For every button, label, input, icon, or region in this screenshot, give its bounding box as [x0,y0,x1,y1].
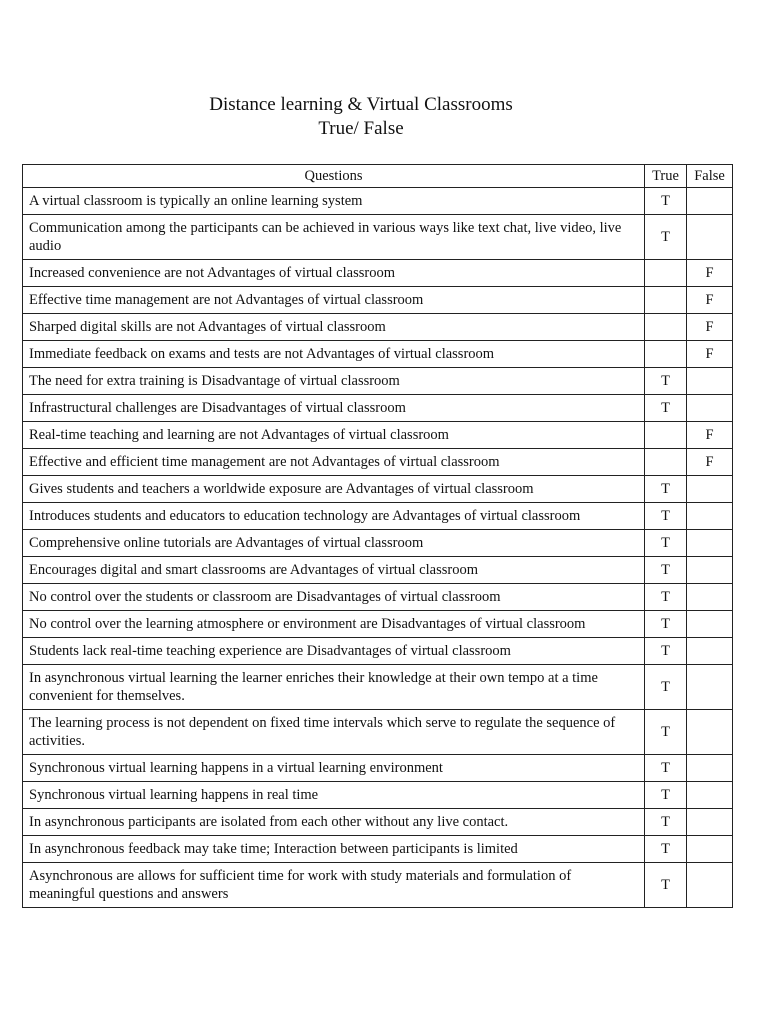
false-cell: F [687,314,733,341]
question-cell: Encourages digital and smart classrooms are Advantages of virtual classroom [23,557,645,584]
question-cell: Comprehensive online tutorials are Advantages of virtual classroom [23,530,645,557]
question-cell: Increased convenience are not Advantages of virtual classroom [23,260,645,287]
false-cell: F [687,341,733,368]
table-row [23,503,733,530]
table-row [23,863,733,908]
question-cell: In asynchronous feedback may take time; Interaction between participants is limited [23,836,645,863]
table-row [23,449,733,476]
question-cell: No control over the students or classroom are Disadvantages of virtual classroom [23,584,645,611]
false-cell: F [687,422,733,449]
table-row [23,395,733,422]
false-cell [687,368,733,395]
question-cell: Effective and efficient time management are not Advantages of virtual classroom [23,449,645,476]
document-subtitle: True/ False [318,118,404,139]
table-row [23,188,733,215]
false-cell [687,395,733,422]
false-cell [687,665,733,710]
true-cell: T [645,782,687,809]
true-cell: T [645,638,687,665]
true-cell: T [645,836,687,863]
question-cell: Introduces students and educators to education technology are Advantages of virtual classroom [23,503,645,530]
table-row [23,809,733,836]
true-cell [645,260,687,287]
table-row [23,422,733,449]
table-row [23,530,733,557]
question-cell: Asynchronous are allows for sufficient time for work with study materials and formulation of meaningful questions and answers [23,863,645,908]
true-cell: T [645,368,687,395]
document-title: Distance learning & Virtual Classrooms [209,94,513,115]
table-row [23,260,733,287]
table-row [23,611,733,638]
true-cell [645,287,687,314]
true-cell: T [645,557,687,584]
table-row [23,836,733,863]
question-cell: Sharped digital skills are not Advantages of virtual classroom [23,314,645,341]
table-row [23,638,733,665]
table-row [23,368,733,395]
false-cell [687,782,733,809]
question-cell: In asynchronous participants are isolated from each other without any live contact. [23,809,645,836]
true-cell: T [645,476,687,503]
true-false-table [22,164,733,908]
table-row [23,287,733,314]
table-row [23,782,733,809]
header-true: True [645,165,687,188]
true-cell: T [645,530,687,557]
false-cell [687,863,733,908]
question-cell: The need for extra training is Disadvantage of virtual classroom [23,368,645,395]
false-cell: F [687,449,733,476]
true-cell: T [645,611,687,638]
false-cell [687,557,733,584]
question-cell: Gives students and teachers a worldwide exposure are Advantages of virtual classroom [23,476,645,503]
true-cell: T [645,710,687,755]
true-cell: T [645,665,687,710]
false-cell [687,611,733,638]
question-cell: Effective time management are not Advantages of virtual classroom [23,287,645,314]
true-cell: T [645,503,687,530]
true-cell: T [645,215,687,260]
header-false: False [687,165,733,188]
table-row [23,476,733,503]
false-cell [687,503,733,530]
true-cell: T [645,755,687,782]
true-cell: T [645,584,687,611]
table-row [23,584,733,611]
header-questions: Questions [23,165,645,188]
table-row [23,314,733,341]
false-cell [687,836,733,863]
question-cell: Synchronous virtual learning happens in a virtual learning environment [23,755,645,782]
question-cell: Immediate feedback on exams and tests are not Advantages of virtual classroom [23,341,645,368]
false-cell [687,755,733,782]
table-row [23,215,733,260]
question-cell: In asynchronous virtual learning the learner enriches their knowledge at their own tempo at a time convenient for themselves. [23,665,645,710]
true-cell: T [645,863,687,908]
false-cell [687,710,733,755]
question-cell: No control over the learning atmosphere or environment are Disadvantages of virtual classroom [23,611,645,638]
question-cell: Real-time teaching and learning are not Advantages of virtual classroom [23,422,645,449]
true-cell: T [645,188,687,215]
question-cell: Infrastructural challenges are Disadvantages of virtual classroom [23,395,645,422]
question-cell: Synchronous virtual learning happens in real time [23,782,645,809]
question-cell: The learning process is not dependent on fixed time intervals which serve to regulate the sequence of activities. [23,710,645,755]
table-row [23,665,733,710]
false-cell [687,215,733,260]
table-header-row [23,165,733,188]
true-cell [645,449,687,476]
false-cell [687,476,733,503]
question-cell: Communication among the participants can be achieved in various ways like text chat, live video, live audio [23,215,645,260]
false-cell [687,188,733,215]
false-cell: F [687,260,733,287]
false-cell [687,530,733,557]
true-cell [645,422,687,449]
false-cell [687,809,733,836]
table-row [23,755,733,782]
false-cell [687,638,733,665]
true-cell: T [645,809,687,836]
table-row [23,710,733,755]
table-row [23,341,733,368]
false-cell: F [687,287,733,314]
question-cell: A virtual classroom is typically an online learning system [23,188,645,215]
table-row [23,557,733,584]
title-block [0,93,722,141]
false-cell [687,584,733,611]
true-cell [645,341,687,368]
table-body [23,188,733,908]
true-cell [645,314,687,341]
question-cell: Students lack real-time teaching experience are Disadvantages of virtual classroom [23,638,645,665]
true-cell: T [645,395,687,422]
